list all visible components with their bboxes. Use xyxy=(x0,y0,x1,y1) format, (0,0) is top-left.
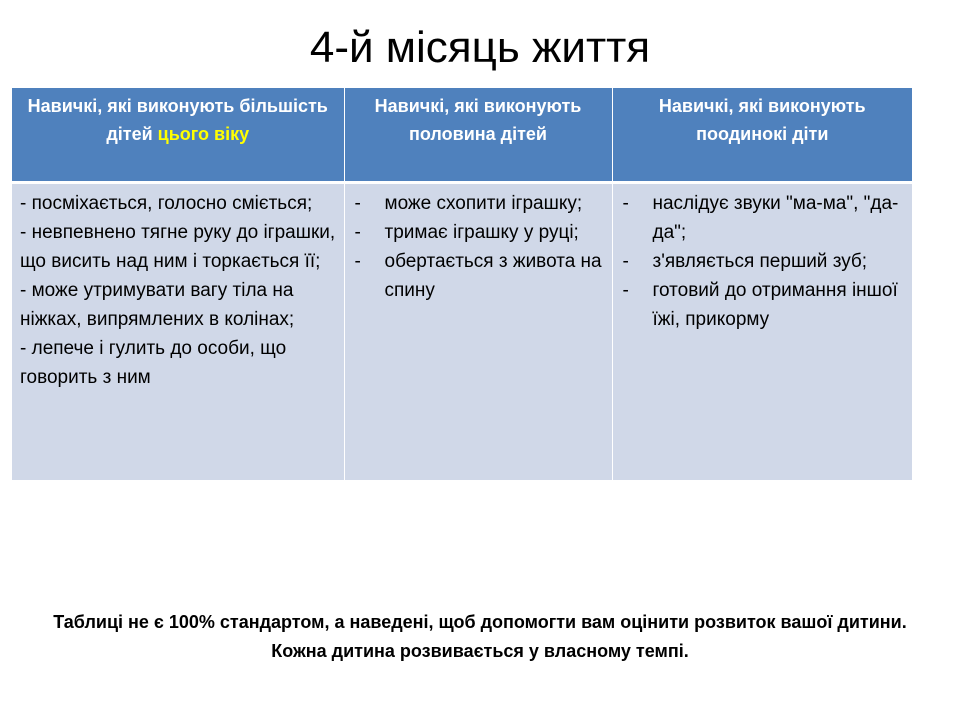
list-item: - невпевнено тягне руку до іграшки, що висить над ним і торкається її; xyxy=(20,221,336,272)
half-children-list xyxy=(353,189,604,305)
table-row xyxy=(12,182,912,480)
header-most-children xyxy=(12,88,344,182)
footnote: Таблиці не є 100% стандартом, а наведені, щоб допомогти вам оцінити розвиток вашої дитини. Кожна дитина розвивається у власному темпі. xyxy=(53,612,907,661)
cell-most-children xyxy=(12,182,344,480)
header-text: Навичкі, які виконують поодинокі діти xyxy=(658,96,866,144)
list-item: - може схопити іграшку; xyxy=(353,189,604,218)
few-children-list xyxy=(621,189,905,334)
list-item: - наслідує звуки "ма-ма", "да-да"; xyxy=(621,189,905,247)
list-item: - готовий до отримання іншої їжі, прикорму xyxy=(621,276,905,334)
cell-few-children xyxy=(612,182,912,480)
list-item: - може утримувати вагу тіла на ніжках, випрямлених в колінах; xyxy=(20,279,295,330)
table-header-row xyxy=(12,88,912,182)
skills-table xyxy=(12,88,912,480)
header-half-children xyxy=(344,88,612,182)
header-few-children xyxy=(612,88,912,182)
slide-title: 4-й місяць життя xyxy=(309,23,651,72)
header-text: Навичкі, які виконують більшість дітей xyxy=(27,96,328,144)
list-item: - лепече і гулить до особи, що говорить з ним xyxy=(20,337,287,388)
header-text: Навичкі, які виконують половина дітей xyxy=(374,96,582,144)
list-item: - посміхається, голосно сміється; xyxy=(20,192,313,214)
cell-half-children xyxy=(344,182,612,480)
list-item: - тримає іграшку у руці; xyxy=(353,218,604,247)
list-item: - з'являється перший зуб; xyxy=(621,247,905,276)
list-item: - обертається з живота на спину xyxy=(353,247,604,305)
header-highlight: цього віку xyxy=(157,124,250,144)
